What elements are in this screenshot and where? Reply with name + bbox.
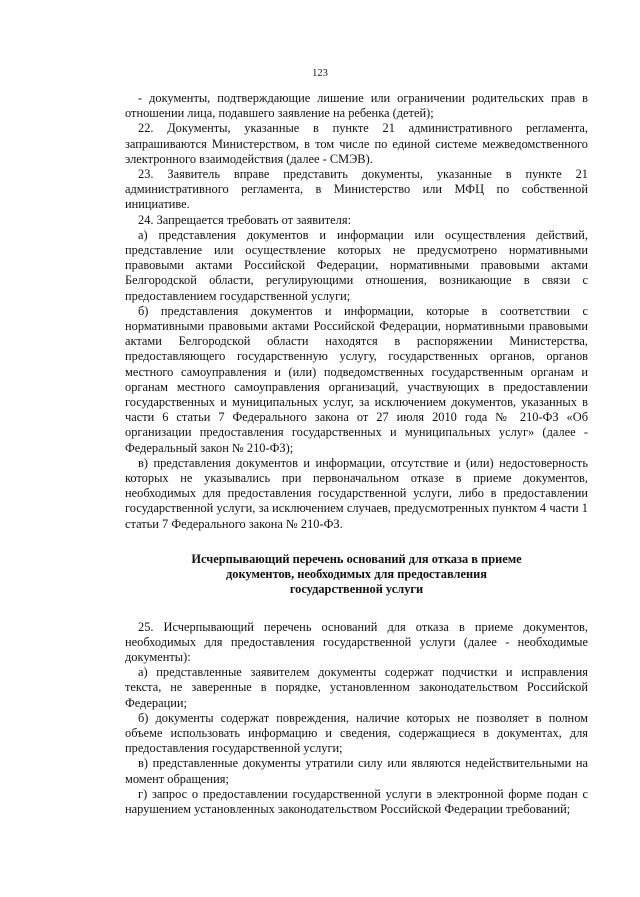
paragraph-25-v: в) представленные документы утратили силу или являются недействительными на момент обращения; bbox=[125, 756, 588, 786]
paragraph-24-b: б) представления документов и информации, которые в соответствии с нормативными правовыми актами Российской Федерации, нормативными правовыми актами Белгородской области находятся в распоряжении Министерства, предоставляющего государственную услугу, государственных органов, органов местного самоуправления и (или) подведомственных государственным органам и органам местного самоуправления организаций, участвующих в предоставлении государственных и муниципальных услуг, за исключением документов, указанных в части 6 статьи 7 Федерального закона от 27 июля 2010 года № 210-ФЗ «Об организации предоставления государственных и муниципальных услуг» (далее - Федеральный закон № 210-ФЗ); bbox=[125, 303, 588, 455]
paragraph-25-a: а) представленные заявителем документы содержат подчистки и исправления текста, не заверенные в порядке, установленном законодательством Российской Федерации; bbox=[125, 665, 588, 710]
page-number: 123 bbox=[312, 68, 328, 79]
paragraph-23: 23. Заявитель вправе представить документы, указанные в пункте 21 административного регламента, в Министерство или МФЦ по собственной инициативе. bbox=[125, 167, 588, 212]
heading-line: государственной услуги bbox=[289, 582, 424, 597]
heading-line: Исчерпывающий перечень оснований для отказа в приеме bbox=[191, 551, 522, 566]
paragraph-24-a: а) представления документов и информации или осуществления действий, представление или осуществление которых не предусмотрено нормативными правовыми актами Российской Федерации, нормативными правовыми актами Белгородской области, регулирующими отношения, возникающие в связи с предоставлением государственной услуги; bbox=[125, 227, 588, 303]
heading-line: документов, необходимых для предоставления bbox=[226, 567, 487, 582]
document-body bbox=[125, 91, 588, 817]
section-heading bbox=[125, 552, 588, 598]
paragraph-25-b: б) документы содержат повреждения, наличие которых не позволяет в полном объеме использовать информацию и сведения, содержащиеся в документах, для предоставления государственной услуги; bbox=[125, 710, 588, 756]
paragraph-24: 24. Запрещается требовать от заявителя: bbox=[138, 212, 352, 227]
paragraph-22: 22. Документы, указанные в пункте 21 административного регламента, запрашиваются Министерством, в том числе по единой системе межведомственного электронного взаимодействия (далее - СМЭВ). bbox=[125, 121, 588, 166]
paragraph-parental-rights: - документы, подтверждающие лишение или ограничении родительских прав в отношении лица, подавшего заявление на ребенка (детей); bbox=[125, 91, 588, 121]
paragraph-24-v: в) представления документов и информации, отсутствие и (или) недостоверность которых не указывались при первоначальном отказе в приеме документов, необходимых для предоставления государственной услуги, либо в предоставлении государственной услуги, за исключением случаев, предусмотренных пунктом 4 части 1 статьи 7 Федерального закона № 210-ФЗ. bbox=[125, 455, 588, 531]
paragraph-25: 25. Исчерпывающий перечень оснований для отказа в приеме документов, необходимых для предоставления государственной услуги (далее - необходимые документы): bbox=[125, 619, 588, 664]
paragraph-25-g: г) запрос о предоставлении государственной услуги в электронной форме подан с нарушением установленных законодательством Российской Федерации требований; bbox=[125, 786, 588, 816]
